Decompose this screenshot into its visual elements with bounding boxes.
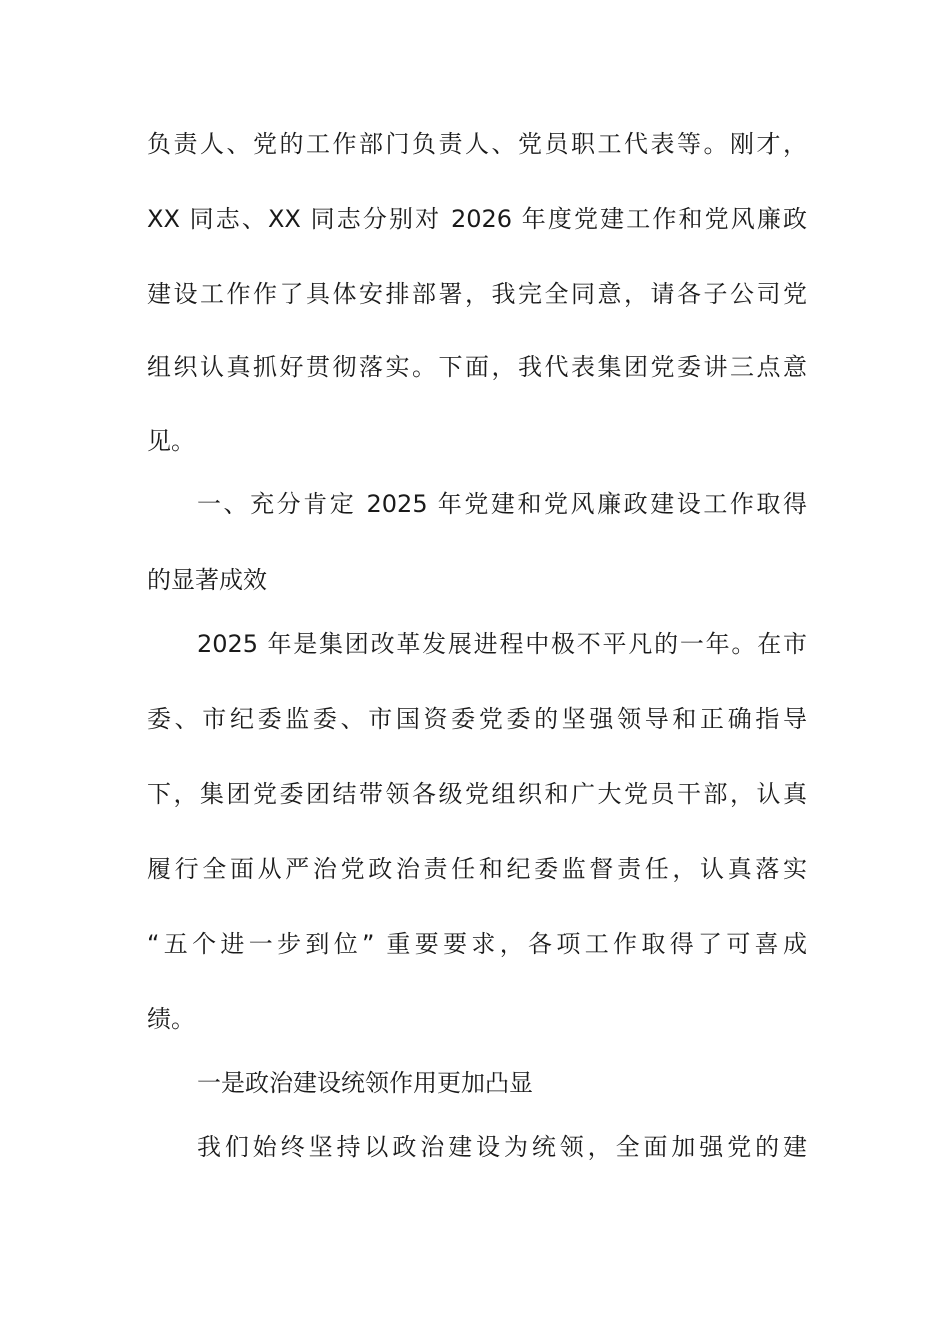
- paragraph-line: 2025 年是集团改革发展进程中极不平凡的一年。在市: [197, 630, 807, 658]
- section-heading-line: 一、充分肯定 2025 年党建和党风廉政建设工作取得: [197, 490, 807, 518]
- paragraph-line: “五个进一步到位” 重要要求，各项工作取得了可喜成: [147, 930, 807, 958]
- paragraph-line: 绩。: [147, 1005, 195, 1033]
- paragraph-line: 下，集团党委团结带领各级党组织和广大党员干部，认真: [147, 780, 807, 808]
- paragraph-line: 负责人、党的工作部门负责人、党员职工代表等。刚才，: [147, 130, 807, 158]
- paragraph-line: 委、市纪委监委、市国资委党委的坚强领导和正确指导: [147, 705, 807, 733]
- paragraph-line: 组织认真抓好贯彻落实。下面，我代表集团党委讲三点意: [147, 353, 807, 381]
- paragraph-line: 履行全面从严治党政治责任和纪委监督责任，认真落实: [147, 855, 807, 883]
- section-heading-line: 的显著成效: [147, 566, 267, 594]
- paragraph-line: 我们始终坚持以政治建设为统领，全面加强党的建: [197, 1133, 807, 1161]
- subheading-line: 一是政治建设统领作用更加凸显: [197, 1069, 533, 1097]
- paragraph-line: 建设工作作了具体安排部署，我完全同意，请各子公司党: [147, 280, 807, 308]
- paragraph-line: XX 同志、XX 同志分别对 2026 年度党建工作和党风廉政: [147, 205, 807, 233]
- paragraph-line: 见。: [147, 427, 195, 455]
